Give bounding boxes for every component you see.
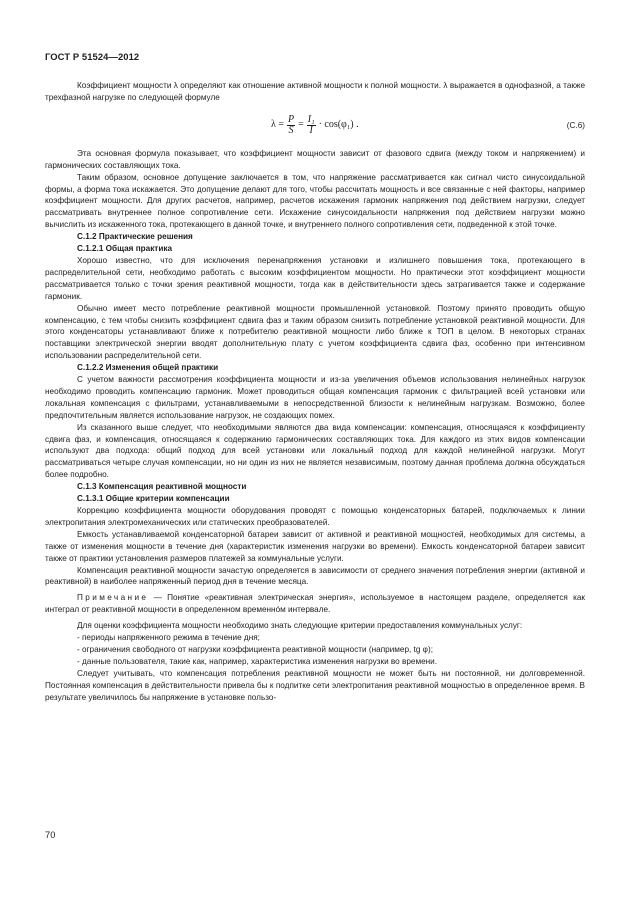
list-item: - ограничения свободного от нагрузки коэффициента реактивной мощности (например, tg φ); [77,644,433,654]
list-item: - периоды напряженного режима в течение дня; [77,633,260,643]
note-text: — Понятие «реактивная электрическая энергия», используемое в настоящем разделе, определяется как интеграл от реактивной мощности в определенном временнóм интервале. [45,593,585,615]
paragraph: Коррекцию коэффициента мощности оборудования проводят с помощью конденсаторных батарей, подключаемых к линии электропитания электромеханических или статических преобразователей. [45,506,585,527]
fraction-numerator: P [288,113,295,125]
formula-expression [271,115,359,136]
document-header: ГОСТ Р 51524—2012 [45,51,140,62]
fraction-numerator: I₁ [307,113,315,125]
paragraph: Из сказанного выше следует, что необходимыми являются два вида компенсации: компенсация, относящаяся к коэффициенту сдвига фаз, и компенсация, относящаяся к содержанию гармонических составляющих тока. Для каждого из этих видов компенсации используют два подхода: общий подход для всей установки или локальный подход для каждой нелинейной нагрузки. Могут рассматриваться четыре случая компенсации, но ни один из них не является независимым, поэтому данная проблема должна обсуждаться более подробно. [45,422,585,480]
paragraph: Эта основная формула показывает, что коэффициент мощности зависит от фазового сдвига (между током и напряжением) и гармонических составляющих тока. [45,148,585,170]
formula-c6 [45,112,585,142]
equation-number: (С.6) [566,120,585,130]
fraction-denominator: I [309,124,313,136]
list-item: - данные пользователя, такие как, например, характеристика изменения нагрузки во времени. [77,656,438,666]
formula-equals: = [298,119,304,131]
paragraph: Емкость устанавливаемой конденсаторной батареи зависит от активной и реактивной мощностей, необходимых для системы, а также от изменения мощности в течение дня (характеристик изменения нагрузки во времени). Емкость конденсаторной батареи зависит также от практики установления размеров платежей за коммунальные услуги. [45,529,585,563]
note [45,592,585,616]
page-number: 70 [45,829,56,840]
document-body [45,80,585,704]
formula-tail: · cos(φ₁) . [318,119,359,131]
paragraph: С учетом важности рассмотрения коэффициента мощности и из-за увеличения объемов использования нелинейных нагрузок необходимо проводить компенсацию гармоник. Может проводиться общая компенсация гармоник с фильтрацией всей установки или локальная компенсация с фильтрами, устанавливаемыми в непосредственной близости к нелинейным нагрузкам. Возможно, более предпочтительным является использование нагрузок, не создающих помех. [45,375,585,420]
section-heading-c13: С.1.3 Компенсация реактивной мощности [77,482,247,492]
paragraph: Таким образом, основное допущение заключается в том, что напряжение рассматривается как сигнал чисто синусоидальной формы, а форма тока искажается. Это допущение делают для того, чтобы рассчитать мощность и все связанные с ней факторы, например коэффициент мощности. Для других расчетов, например, расчетов искажения гармоник напряжения под действием нагрузки, следует рассматривать внутреннее полное сопротивление сети. Искажение синусоидальности напряжения под действием нагрузки можно вычислить из искаженного тока, протекающего в данной точке, и внутреннего полного сопротивления сети, подведенной к этой точке. [45,172,585,230]
paragraph: Обычно имеет место потребление реактивной мощности промышленной установкой. Поэтому принято проводить общую компенсацию, с тем чтобы снизить коэффициент сдвига фаз и таким образом снизить потребление установкой реактивной мощности. Для этого конденсаторы устанавливают ближе к потребителю реактивной мощности либо ближе к ТОП в целом. В некоторых странах поставщики электрической энергии вводят дополнительную плату с учетом коэффициента сдвига фаз, особенно при интенсивном использовании распределительной сети. [45,303,585,361]
paragraph: Компенсация реактивной мощности зачастую определяется в зависимости от среднего значения потребления энергии (активной и реактивной) в наиболее напряженный период дня в течение месяца. [45,565,585,587]
formula-lhs: λ = [271,119,284,131]
fraction-denominator: S [288,124,294,136]
section-heading-c131: С.1.3.1 Общие критерии компенсации [77,494,230,504]
section-heading-c122: С.1.2.2 Изменения общей практики [77,363,219,373]
fraction-i1-over-i [307,115,316,136]
paragraph: Для оценки коэффициента мощности необходимо знать следующие критерии предоставления коммунальных услуг: [77,621,523,631]
paragraph: Следует учитывать, что компенсация потребления реактивной мощности не может быть ни постоянной, ни долговременной. Постоянная компенсация в действительности привела бы к подпитке сети электропитания реактивной мощностью в определенное время. В результате увеличилось бы напряжение в установке пользо- [45,668,585,702]
note-label: Примечание [77,593,149,603]
paragraph: Хорошо известно, что для исключения перенапряжения установки и излишнего повышения тока, протекающего в распределительной сети, необходимо работать с высоким коэффициентом мощности. Но практически этот коэффициент мощности рассматривается только с точки зрения реактивной мощности, тогда как в действительности здесь затрагивается также и содержание гармоник. [45,255,585,301]
section-heading-c12: С.1.2 Практические решения [77,232,193,242]
criteria-list [45,632,585,668]
fraction-p-over-s [287,115,295,136]
paragraph-intro: Коэффициент мощности λ определяют как отношение активной мощности к полной мощности. λ выражается в однофазной, а также трехфазной нагрузке по следующей формуле [45,81,585,102]
section-heading-c121: С.1.2.1 Общая практика [77,244,173,254]
